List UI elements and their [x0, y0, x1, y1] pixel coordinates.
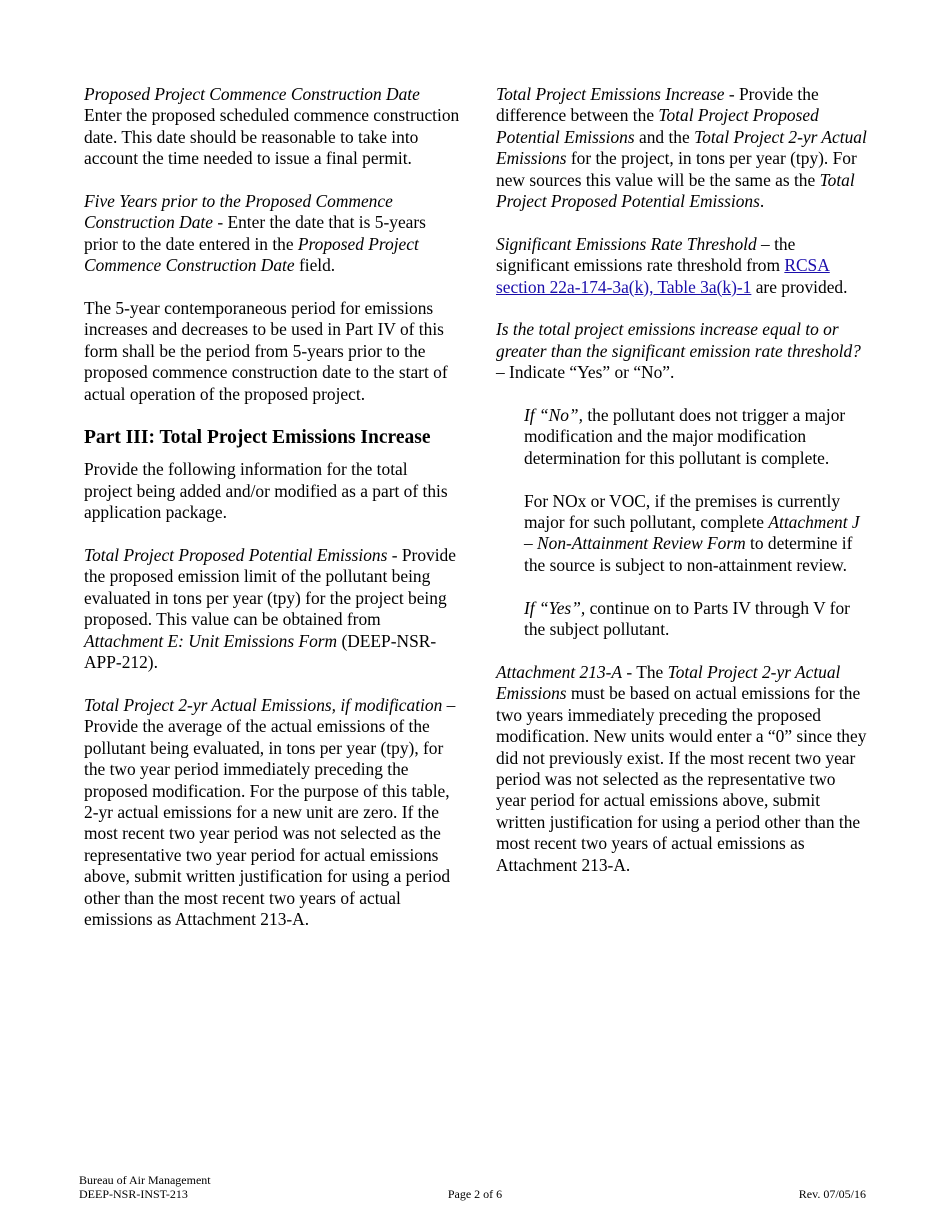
term: If “Yes”, [524, 597, 586, 618]
footer-org: Bureau of Air Management [79, 1173, 211, 1187]
footer-page-number: Page 2 of 6 [447, 1187, 503, 1201]
text: must be based on actual emissions for the two years immediately preceding the proposed modification. New units would enter a “0” since they did not previously exist. If the most recent two year period was not selected as the representative two year period for actual emissions above, submit written justification for using a period other than the most recent two years of actual emissions as Attachment 213-A. [496, 683, 867, 875]
actual-emissions-paragraph [84, 695, 460, 930]
footer-revision: Rev. 07/05/16 [798, 1187, 866, 1201]
reference: Proposed Project Commence Construction Date [84, 233, 419, 276]
contemporaneous-period-paragraph: The 5-year contemporaneous period for emissions increases and decreases to be used in Part IV of this form shall be the period from 5-years prior to the proposed commence construction date to the start of actual operation of the proposed project. [84, 298, 448, 404]
right-column [496, 84, 868, 897]
text: field. [294, 255, 336, 276]
intro-paragraph: Provide the following information for the total project being added and/or modified as a part of this application package. [84, 459, 448, 523]
footer-doc-id: DEEP-NSR-INST-213 [79, 1187, 188, 1201]
text: are provided. [751, 276, 848, 297]
text: continue on to Parts IV through V for the subject pollutant. [524, 597, 850, 640]
term: Proposed Project Commence Construction Date [84, 84, 420, 104]
reference: Total Project 2-yr Actual Emissions [496, 126, 867, 169]
text: for the project, in tons per year (tpy). For new sources this value will be the same as the [496, 148, 857, 190]
text: – Indicate “Yes” or “No”. [496, 362, 675, 383]
text: . [759, 191, 765, 212]
term: Total Project 2-yr Actual Emissions, if modification [84, 694, 443, 715]
attachment-213a-paragraph [496, 662, 868, 876]
rcsa-link[interactable]: RCSA section 22a-174-3a(k), Table 3a(k)-1 [496, 255, 830, 297]
reference: Attachment J – Non-Attainment Review Form [524, 512, 860, 554]
term: Attachment 213-A [496, 661, 623, 682]
reference: Total Project Proposed Potential Emissions [496, 169, 855, 212]
text: For NOx or VOC, if the premises is currently major for such pollutant, complete [524, 490, 841, 533]
question-paragraph [496, 319, 868, 383]
reference: Total Project Proposed Potential Emissions [496, 105, 819, 147]
if-no-paragraph [524, 405, 868, 469]
commence-date-paragraph [84, 84, 460, 170]
text: and the [634, 126, 695, 147]
potential-emissions-paragraph [84, 545, 460, 673]
term: If “No”, [524, 405, 583, 426]
section-heading: Part III: Total Project Emissions Increase [84, 427, 431, 449]
emissions-increase-paragraph [496, 84, 868, 212]
text: - Enter the date that is 5-years prior to the date entered in the [84, 212, 426, 254]
if-yes-paragraph [524, 598, 868, 641]
text: to determine if the source is subject to non-attainment review. [524, 533, 853, 575]
text: - Provide the proposed emission limit of the pollutant being evaluated in tons per year (tpy) for the project being proposed. This value can be obtained from [84, 545, 456, 630]
reference: Attachment E: Unit Emissions Form [84, 630, 338, 651]
left-column [84, 84, 460, 952]
term: Is the total project emissions increase equal to or greater than the significant emission rate threshold? [496, 319, 861, 361]
nox-voc-paragraph [524, 491, 868, 577]
term: Total Project Emissions Increase [496, 84, 725, 104]
term: Total Project Proposed Potential Emissions [84, 545, 388, 566]
text: – the significant emissions rate threshold from [496, 233, 796, 276]
threshold-paragraph [496, 234, 868, 298]
term: Five Years prior to the Proposed Commence Construction Date [84, 191, 393, 233]
text: the pollutant does not trigger a major modification and the major modification determination for this pollutant is complete. [524, 405, 846, 468]
text: - Provide the difference between the [496, 84, 819, 126]
term: Significant Emissions Rate Threshold [496, 233, 757, 254]
text: Enter the proposed scheduled commence construction date. This date should be reasonable to take into account the time needed to issue a final permit. [84, 105, 460, 169]
reference: Total Project 2-yr Actual Emissions [496, 661, 841, 704]
text: (DEEP-NSR-APP-212). [84, 630, 437, 673]
text: - The [622, 661, 668, 682]
five-years-prior-paragraph [84, 191, 460, 277]
text: – Provide the average of the actual emissions of the pollutant being evaluated, in tons per year (tpy), for the two year period immediately preceding the proposed modification. For the purpose of this table, 2-yr actual emissions for a new unit are zero. If the most recent two year period was not selected as the representative two year period for actual emissions above, submit written justification for using a period other than the most recent two years of actual emissions as Attachment 213-A. [84, 694, 456, 929]
